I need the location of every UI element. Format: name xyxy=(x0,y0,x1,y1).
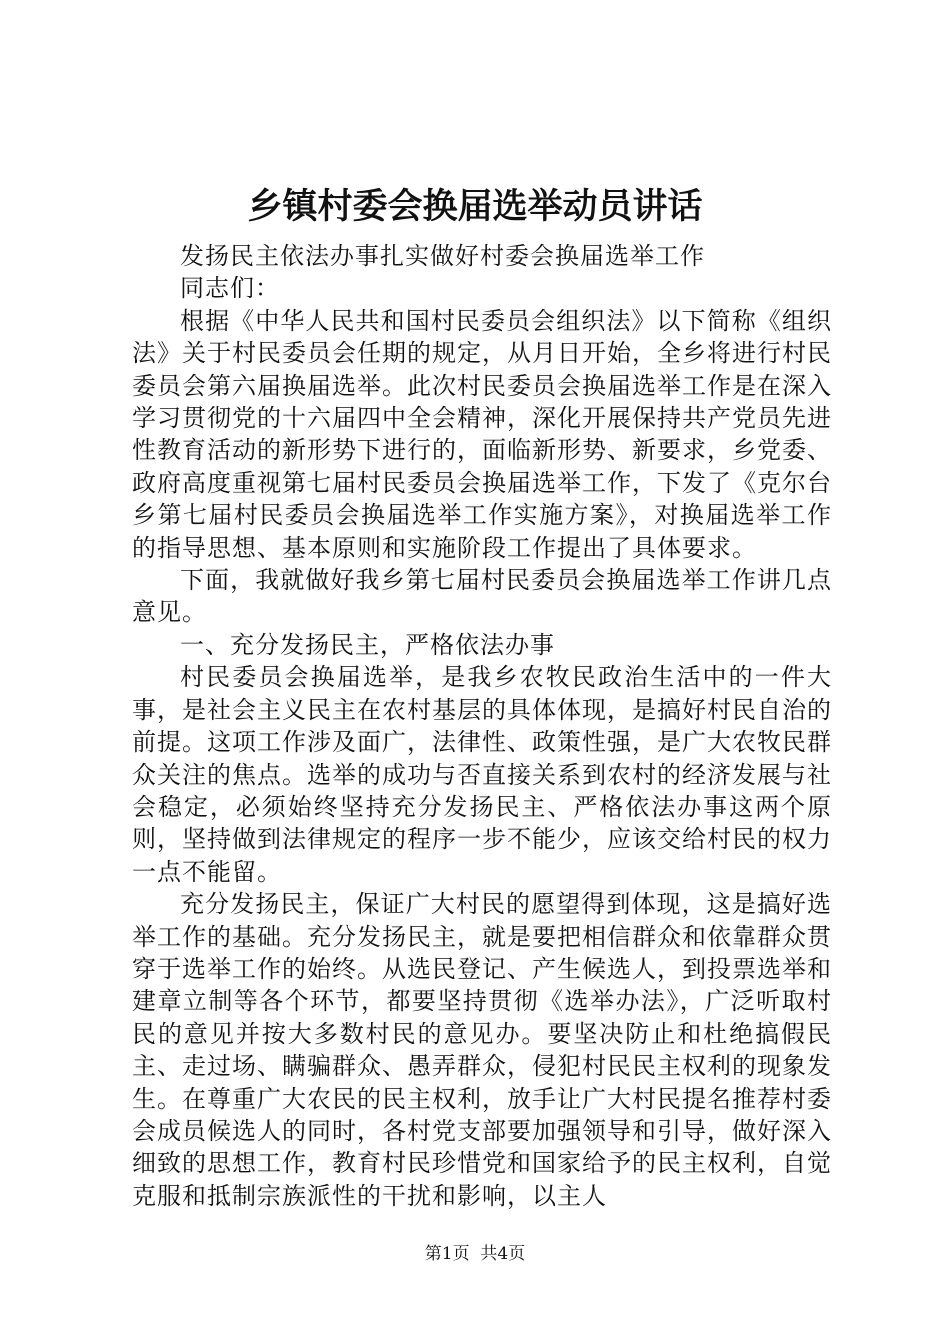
salutation-paragraph: 同志们： xyxy=(180,274,280,303)
page-number: 第1页 xyxy=(424,1244,470,1264)
document-title: 乡镇村委会换届选举动员讲话 xyxy=(247,187,703,227)
body-paragraph: 下面，我就做好我乡第七届村民委员会换届选举工作讲几点意见。 xyxy=(132,566,832,627)
document-body xyxy=(132,240,832,1212)
subtitle-paragraph: 发扬民主依法办事扎实做好村委会换届选举工作 xyxy=(180,242,705,270)
body-paragraph: 根据《中华人民共和国村民委员会组织法》以下简称《组织法》关于村民委员会任期的规定，从月日开始，全乡将进行村民委员会第六届换届选举。此次村民委员会换届选举工作是在深入学习贯彻党的十六届四中全会精神，深化开展保持共产党员先进性教育活动的新形势下进行的，面临新形势、新要求，乡党委、政府高度重视第七届村民委员会换届选举工作，下发了《克尔台乡第七届村民委员会换届选举工作实施方案》，对换届选举工作的指导思想、基本原则和实施阶段工作提出了具体要求。 xyxy=(132,306,832,562)
body-paragraph: 村民委员会换届选举，是我乡农牧民政治生活中的一件大事，是社会主义民主在农村基层的具体体现，是搞好村民自治的前提。这项工作涉及面广，法律性、政策性强，是广大农牧民群众关注的焦点。选举的成功与否直接关系到农村的经济发展与社会稳定，必须始终坚持充分发扬民主、严格依法办事这两个原则，坚持做到法律规定的程序一步不能少，应该交给村民的权力一点不能留。 xyxy=(132,663,832,886)
body-paragraph: 充分发扬民主，保证广大村民的愿望得到体现，这是搞好选举工作的基础。充分发扬民主，就是要把相信群众和依靠群众贯穿于选举工作的始终。从选民登记、产生候选人，到投票选举和建章立制等各个环节，都要坚持贯彻《选举办法》，广泛听取村民的意见并按大多数村民的意见办。要坚决防止和杜绝搞假民主、走过场、瞒骗群众、愚弄群众，侵犯村民民主权利的现象发生。在尊重广大农民的民主权利，放手让广大村民提名推荐村委会成员候选人的同时，各村党支部要加强领导和引导，做好深入细致的思想工作，教育村民珍惜党和国家给予的民主权利，自觉克服和抵制宗族派性的干扰和影响，以主人 xyxy=(132,890,832,1210)
section-heading: 一、充分发扬民主，严格依法办事 xyxy=(180,630,555,659)
page-total: 共4页 xyxy=(480,1244,526,1264)
page-footer xyxy=(0,1242,950,1266)
